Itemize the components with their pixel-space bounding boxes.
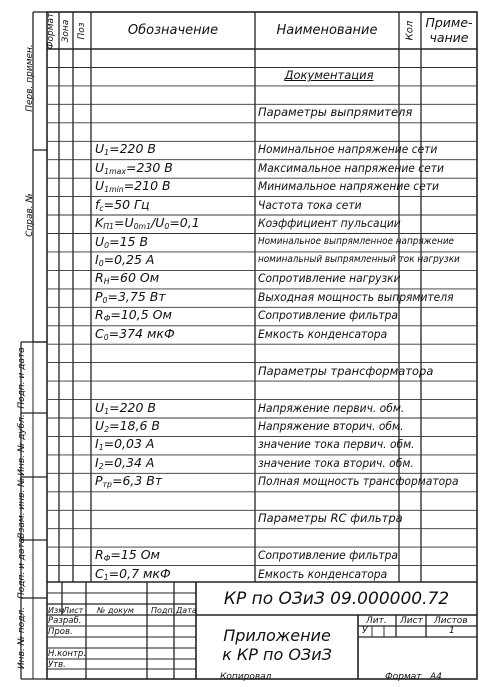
parameter-name: номинальный выпрямленный ток нагрузки xyxy=(258,253,460,265)
designation-subscript: 1 xyxy=(98,443,104,453)
designation-text: R xyxy=(95,307,104,323)
parameter-designation xyxy=(95,325,175,342)
parameter-name: Сопротивление фильтра xyxy=(258,308,398,323)
designation-text: =15 В xyxy=(109,233,149,249)
document-title-line1: Приложение xyxy=(223,626,331,645)
tb-list-label: Лист xyxy=(400,616,423,626)
designation-subscript: Ф xyxy=(103,314,111,324)
parameter-name: Номинальное напряжение сети xyxy=(258,142,438,157)
tb-razrab: Разраб. xyxy=(48,616,82,626)
designation-text: P xyxy=(95,288,103,304)
header-format: Формат xyxy=(46,12,56,50)
designation-text: R xyxy=(95,270,104,286)
parameter-designation xyxy=(95,309,172,323)
parameter-designation xyxy=(95,399,156,416)
designation-text: U xyxy=(95,399,105,415)
parameter-designation xyxy=(95,475,162,489)
parameter-name: Максимальное напряжение сети xyxy=(258,160,444,175)
designation-text: =0,34 А xyxy=(103,454,155,470)
header-pos: Поз xyxy=(77,22,87,40)
side-inv-orig: Инв. № подл. xyxy=(17,606,27,670)
designation-text: =230 В xyxy=(125,159,173,175)
document-code: КР по ОЗиЗ 09.000000.72 xyxy=(223,589,450,609)
parameter-designation xyxy=(95,233,149,250)
designation-subscript: Ф xyxy=(103,554,111,564)
designation-subscript: c xyxy=(99,203,104,213)
designation-subscript: 0 xyxy=(103,332,109,342)
tb-listov-value: 1 xyxy=(449,626,455,636)
parameter-designation xyxy=(95,438,154,452)
designation-subscript: H xyxy=(103,277,110,287)
designation-text: =15 Ом xyxy=(110,547,160,563)
tb-lit-value: У xyxy=(362,626,368,636)
parameter-designation xyxy=(95,420,160,434)
designation-text: =50 Гц xyxy=(103,196,150,212)
tb-col-izm: Изм xyxy=(48,606,65,615)
parameter-designation xyxy=(95,272,159,286)
tb-col-date: Дата xyxy=(176,606,197,615)
tb-lit-label: Лит. xyxy=(366,616,387,626)
tb-col-doc: № докум xyxy=(97,606,134,615)
tb-listov-label: Листов xyxy=(434,616,468,626)
designation-subscript: 0 xyxy=(98,258,104,268)
designation-text: I xyxy=(95,251,99,267)
designation-text: =210 В xyxy=(123,178,171,194)
designation-subscript: 0m1 xyxy=(133,221,152,231)
header-qty: Кол xyxy=(404,20,416,41)
parameter-name: Минимальное напряжение сети xyxy=(258,179,439,194)
section-heading: Параметры выпрямителя xyxy=(258,105,413,120)
document-title xyxy=(196,626,358,664)
parameter-designation xyxy=(95,217,200,231)
parameter-name: Сопротивление нагрузки xyxy=(258,271,401,286)
designation-text: U xyxy=(95,418,105,433)
tb-col-list: Лист xyxy=(63,606,84,615)
header-note-line2: чание xyxy=(429,30,469,45)
parameter-designation xyxy=(95,454,155,471)
designation-text: K xyxy=(95,215,104,231)
side-inv-dubl: Инв. № дубл. xyxy=(17,414,27,476)
parameter-name: Сопротивление фильтра xyxy=(258,548,398,563)
side-sign-date-2: Подп. и дата xyxy=(17,537,27,599)
designation-subscript: 1 xyxy=(103,572,109,582)
designation-subscript: 2 xyxy=(104,424,110,434)
parameter-name: Выходная мощность выпрямителя xyxy=(258,289,454,304)
designation-text: /U xyxy=(151,215,165,231)
side-ref-no: Справ. № xyxy=(25,193,35,237)
document-title-line2: к КР по ОЗиЗ xyxy=(222,645,332,664)
tb-prov: Пров. xyxy=(48,627,73,637)
parameter-name: Напряжение первич. обм. xyxy=(258,400,405,415)
designation-text: =0,25 А xyxy=(103,251,155,267)
designation-text: =3,75 Вт xyxy=(107,288,166,304)
designation-text: =0,1 xyxy=(169,215,200,231)
designation-subscript: 0 xyxy=(164,221,170,231)
parameter-designation xyxy=(95,251,155,268)
designation-subscript: 2 xyxy=(98,461,104,471)
parameter-designation xyxy=(95,159,173,176)
designation-text: =374 мкФ xyxy=(108,325,175,341)
tb-utv: Утв. xyxy=(48,660,66,670)
tb-copied: Копировал xyxy=(220,672,272,682)
header-zone: Зона xyxy=(61,19,71,43)
parameter-designation xyxy=(95,288,166,305)
parameter-name: Емкость конденсатора xyxy=(258,326,388,341)
parameter-designation xyxy=(95,143,156,157)
header-name: Наименование xyxy=(276,23,378,38)
designation-text: C xyxy=(95,325,104,341)
designation-text: P xyxy=(95,473,103,489)
designation-text: R xyxy=(95,547,104,563)
designation-text: U xyxy=(95,159,105,175)
designation-subscript: 1min xyxy=(104,185,124,195)
designation-subscript: тр xyxy=(102,480,112,490)
side-vzam-inv: Взам. инв. № xyxy=(17,477,27,539)
parameter-name: значение тока первич. обм. xyxy=(258,437,415,452)
designation-text: =220 В xyxy=(109,399,156,415)
designation-subscript: 1max xyxy=(104,166,126,176)
designation-text: =18,6 В xyxy=(109,418,160,433)
designation-text: =0,03 А xyxy=(103,436,155,452)
parameter-name: Номинальное выпрямленное напряжение xyxy=(258,235,454,247)
designation-subscript: 0 xyxy=(102,295,108,305)
designation-text: f xyxy=(95,196,100,212)
parameter-designation xyxy=(95,565,171,582)
tb-format-label: Формат xyxy=(385,672,422,682)
header-designation: Обозначение xyxy=(127,23,219,38)
parameter-designation xyxy=(95,196,150,213)
parameter-name: значение тока вторич. обм. xyxy=(258,455,414,470)
designation-text: =60 Ом xyxy=(109,270,160,286)
designation-text: =0,7 мкФ xyxy=(108,565,171,581)
designation-text: =10,5 Ом xyxy=(110,307,172,323)
designation-text: I xyxy=(95,454,99,470)
designation-text: U xyxy=(95,141,105,157)
designation-text: =6,3 Вт xyxy=(111,473,163,489)
designation-text: =U xyxy=(113,215,134,231)
parameter-designation xyxy=(95,549,160,563)
section-heading: Документация xyxy=(284,68,374,83)
parameter-designation xyxy=(95,180,171,194)
parameter-name: Напряжение вторич. обм. xyxy=(258,419,404,433)
side-sign-date-1: Подп. и дата xyxy=(17,347,27,409)
tb-nkontr: Н.контр. xyxy=(48,649,87,659)
designation-subscript: 1 xyxy=(104,148,110,158)
parameter-name: Полная мощность трансформатора xyxy=(258,474,459,489)
parameter-name: Емкость конденсатора xyxy=(258,566,388,581)
designation-text: U xyxy=(95,233,105,249)
designation-text: U xyxy=(95,178,105,194)
designation-subscript: 1 xyxy=(104,406,110,416)
parameter-name: Коэффициент пульсации xyxy=(258,216,401,231)
designation-text: =220 В xyxy=(109,141,156,157)
header-note-line1: Приме- xyxy=(425,15,473,30)
side-first-use: Перв. примен. xyxy=(25,44,35,112)
designation-subscript: П1 xyxy=(103,221,114,231)
tb-col-sign: Подп. xyxy=(151,606,176,615)
parameter-name: Частота тока сети xyxy=(258,197,362,212)
designation-subscript: 0 xyxy=(104,240,110,250)
designation-text: C xyxy=(95,565,104,581)
header-note xyxy=(421,15,477,45)
tb-format-value: А4 xyxy=(430,672,442,682)
designation-text: I xyxy=(95,436,99,452)
section-heading: Параметры RC фильтра xyxy=(258,511,403,526)
section-heading: Параметры трансформатора xyxy=(258,363,434,378)
